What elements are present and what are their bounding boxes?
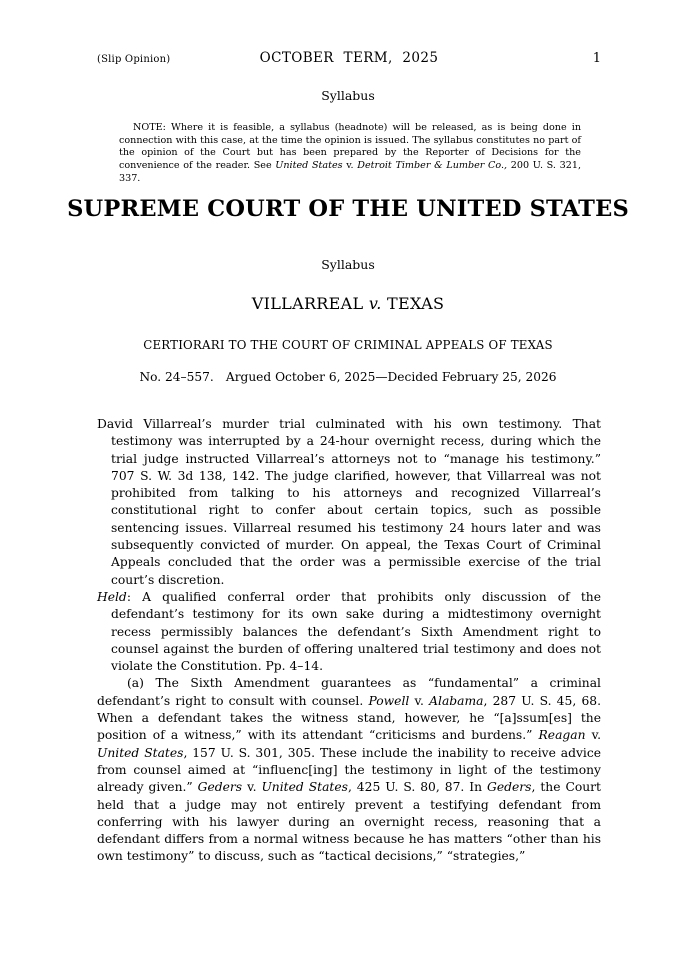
running-head-syllabus: Syllabus	[321, 88, 375, 103]
reporter-note: NOTE: Where it is feasible, a syllabus (headnote) will be released, as is being done in connection with this case, at the time the opinion is issued. The syllabus constitutes no part of the opinion of the Court but has been prepared by the Reporter of Decisions for the convenience of the reader. See United States v. Detroit Timber & Lumber Co., 200 U. S. 321, 337.	[119, 122, 581, 184]
held-paragraph: Held: A qualified conferral order that prohibits only discussion of the defendant’s testimony for its own sake during a midtestimony overnight recess permissibly balances the defendant’s Sixth Amendment right to counsel against the burden of offering unaltered trial testimony and does not violate the Constitution. Pp. 4–14.	[97, 589, 601, 674]
docket-line: No. 24–557. Argued October 6, 2025—Decided February 25, 2026	[139, 370, 557, 384]
facts-paragraph: David Villarreal’s murder trial culminated with his own testimony. That testimony was interrupted by a 24-hour overnight recess, during which the trial judge instructed Villarreal’s attorneys not to “manage his testimony.” 707 S. W. 3d 138, 142. The judge clarified, however, that Villarreal was not prohibited from talking to his attorneys and recognized Villarreal’s constitutional right to confer about certain topics, such as possible sentencing issues. Villarreal resumed his testimony 24 hours later and was subsequently convicted of murder. On appeal, the Texas Court of Criminal Appeals concluded that the order was a permissible exercise of the trial court’s discretion.	[97, 417, 601, 587]
running-header	[97, 50, 601, 66]
syllabus-body	[97, 416, 601, 866]
syllabus-label: Syllabus	[321, 257, 375, 272]
court-title: SUPREME COURT OF THE UNITED STATES	[67, 196, 629, 222]
section-a-paragraph: (a) The Sixth Amendment guarantees as “fundamental” a criminal defendant’s right to consult with counsel. Powell v. Alabama, 287 U. S. 45, 68. When a defendant takes the witness stand, however, he “[a]ssum[es] the position of a witness,” with its attendant “criticisms and burdens.” Reagan v. United States, 157 U. S. 301, 305. These include the inability to receive advice from counsel aimed at “influenc[ing] the testimony in light of the testimony already given.” Geders v. United States, 425 U. S. 80, 87. In Geders, the Court held that a judge may not entirely prevent a testifying defendant from conferring with his lawyer during an overnight recess, reasoning that a defendant differs from a normal witness because he has matters “other than his own testimony” to discuss, such as “tactical decisions,” “strategies,”	[97, 676, 602, 864]
page-number: 1	[592, 51, 601, 66]
certiorari-line: CERTIORARI TO THE COURT OF CRIMINAL APPEALS OF TEXAS	[143, 338, 553, 352]
term-label: OCTOBER TERM, 2025	[259, 50, 439, 66]
case-name: VILLARREAL v. TEXAS	[251, 294, 445, 313]
slip-opinion-label: (Slip Opinion)	[97, 54, 171, 65]
